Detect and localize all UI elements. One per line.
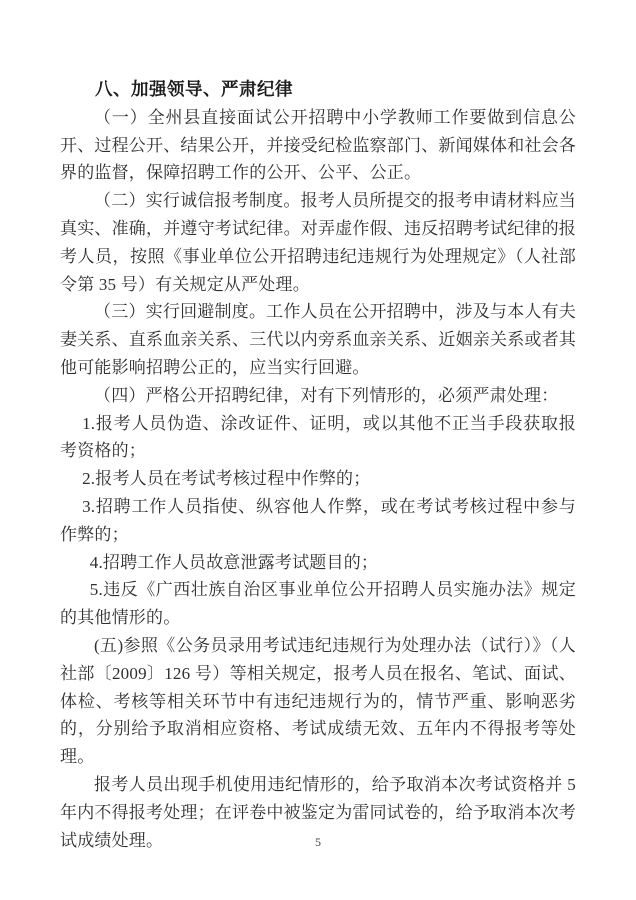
paragraph-1: （一）全州县直接面试公开招聘中小学教师工作要做到信息公开、过程公开、结果公开，并接受纪检监察部门、新闻媒体和社会各界的监督，保障招聘工作的公开、公平、公正。	[60, 107, 576, 183]
paragraph-2: （二）实行诚信报考制度。报考人员所提交的报考申请材料应当真实、准确，并遵守考试纪律。对弄虚作假、违反招聘考试纪律的报考人员，按照《事业单位公开招聘违纪违规行为处理规定》（人社部令第 35 号）有关规定从严处理。	[60, 191, 576, 294]
paragraph-5: (五)参照《公务员录用考试违纪违规行为处理办法（试行）》（人社部〔2009〕126 号）等相关规定，报考人员在报名、笔试、面试、体检、考核等相关环节中有违纪违规行为的，情节严重、影响恶劣的，分别给予取消相应资格、考试成绩无效、五年内不得报考等处理。	[60, 635, 576, 767]
list-item-2: 2.报考人员在考试考核过程中作弊的；	[82, 469, 371, 489]
list-item-5: 5.违反《广西壮族自治区事业单位公开招聘人员实施办法》规定的其他情形的。	[60, 580, 576, 628]
list-item-4: 4.招聘工作人员故意泄露考试题目的；	[89, 552, 379, 572]
paragraph-4: （四）严格公开招聘纪律，对有下列情形的，必须严肃处理：	[94, 385, 559, 405]
section-heading: 八、加强领导、严肃纪律	[95, 79, 293, 99]
list-item-3: 3.招聘工作人员指使、纵容他人作弊，或在考试考核过程中参与作弊的；	[60, 496, 576, 544]
list-item-1: 1.报考人员伪造、涂改证件、证明，或以其他不正当手段获取报考资格的；	[60, 413, 576, 461]
paragraph-3: （三）实行回避制度。工作人员在公开招聘中，涉及与本人有夫妻关系、直系血亲关系、三代以内旁系血亲关系、近姻亲关系或者其他可能影响招聘公正的，应当实行回避。	[60, 302, 576, 377]
page-number: 5	[315, 835, 321, 849]
paragraph-6: 报考人员出现手机使用违纪情形的，给予取消本次考试资格并 5 年内不得报考处理；在评卷中被鉴定为雷同试卷的，给予取消本次考试成绩处理。	[60, 774, 576, 850]
